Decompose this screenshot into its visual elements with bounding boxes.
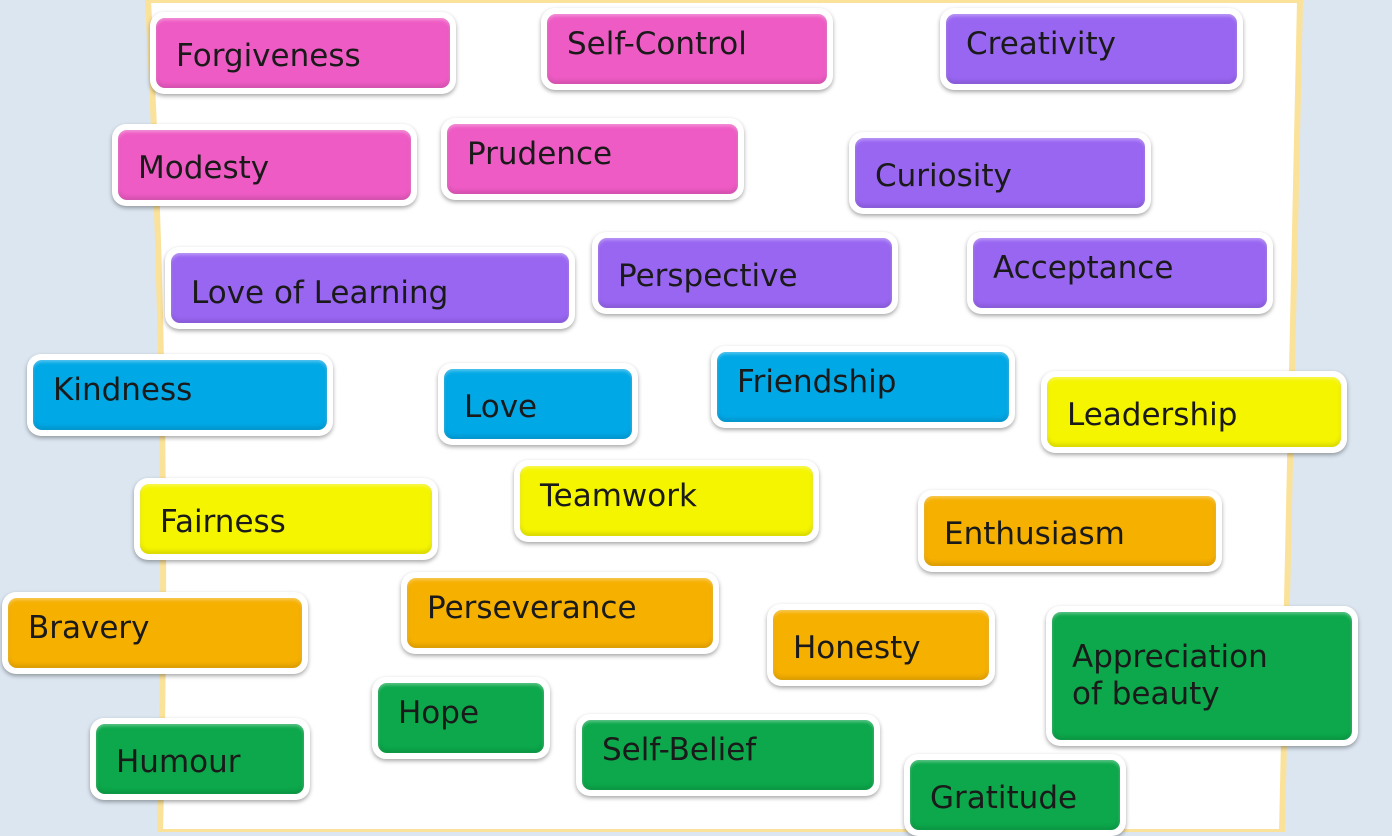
strength-tag[interactable]	[438, 363, 638, 445]
strength-tag-fill	[855, 138, 1145, 208]
strength-tag[interactable]	[918, 490, 1222, 572]
strength-tag[interactable]	[514, 460, 819, 542]
strength-label: Self-Belief	[602, 732, 757, 769]
strength-tag-fill	[598, 238, 892, 308]
strength-tag[interactable]	[2, 592, 308, 674]
strength-tag[interactable]	[904, 754, 1126, 836]
strength-tag[interactable]	[711, 346, 1015, 428]
strength-tag[interactable]	[90, 718, 310, 800]
strength-tag-fill	[520, 466, 813, 536]
strength-tag[interactable]	[150, 12, 456, 94]
strength-tag-fill	[582, 720, 874, 790]
strength-label: Bravery	[28, 610, 150, 647]
strength-tag[interactable]	[767, 604, 995, 686]
strength-label: Appreciation of beauty	[1072, 638, 1268, 712]
strength-label: Curiosity	[875, 158, 1012, 195]
strength-tag[interactable]	[1041, 371, 1347, 453]
strength-label: Forgiveness	[176, 38, 361, 75]
strength-tag[interactable]	[576, 714, 880, 796]
strength-tag-fill	[407, 578, 713, 648]
strength-tag-fill	[444, 369, 632, 439]
strength-tag-fill	[140, 484, 432, 554]
strength-tag-fill	[717, 352, 1009, 422]
strength-tag[interactable]	[967, 232, 1273, 314]
strength-label: Love of Learning	[191, 275, 449, 312]
strength-label: Gratitude	[930, 780, 1078, 817]
strength-tag-fill	[547, 14, 827, 84]
strength-label: Acceptance	[993, 250, 1174, 287]
strength-label: Leadership	[1067, 397, 1238, 434]
strength-label: Creativity	[966, 26, 1117, 63]
strength-tag[interactable]	[165, 247, 575, 329]
strength-tag[interactable]	[134, 478, 438, 560]
strength-tag[interactable]	[849, 132, 1151, 214]
strength-tag-fill	[378, 683, 544, 753]
strength-tag-fill	[946, 14, 1237, 84]
strength-tag[interactable]	[1046, 606, 1358, 746]
strength-label: Enthusiasm	[944, 516, 1125, 553]
strength-tag-fill	[156, 18, 450, 88]
strength-tag[interactable]	[401, 572, 719, 654]
strength-label: Modesty	[138, 150, 270, 187]
strength-tag-fill	[118, 130, 411, 200]
strength-label: Humour	[116, 744, 241, 781]
strength-tag-fill	[773, 610, 989, 680]
strength-tag-fill	[1047, 377, 1341, 447]
strength-label: Kindness	[53, 372, 193, 409]
strength-label: Perspective	[618, 258, 798, 295]
strength-tag-fill	[33, 360, 327, 430]
strength-label: Self-Control	[567, 26, 747, 63]
strength-label: Fairness	[160, 504, 286, 541]
strength-tag-fill	[924, 496, 1216, 566]
strength-tag-fill	[910, 760, 1120, 830]
strength-tag-fill	[447, 124, 738, 194]
strength-label: Honesty	[793, 630, 921, 667]
strength-tag[interactable]	[541, 8, 833, 90]
strength-label: Teamwork	[540, 478, 697, 515]
strength-tag[interactable]	[372, 677, 550, 759]
strength-tag-fill	[96, 724, 304, 794]
strength-tag-fill	[1052, 612, 1352, 740]
strength-tag-fill	[8, 598, 302, 668]
strength-tag[interactable]	[441, 118, 744, 200]
strength-label: Friendship	[737, 364, 897, 401]
strength-label: Perseverance	[427, 590, 637, 627]
strength-tag[interactable]	[592, 232, 898, 314]
strength-tag[interactable]	[112, 124, 417, 206]
strength-label: Prudence	[467, 136, 613, 173]
strength-tag-fill	[973, 238, 1267, 308]
strength-tag[interactable]	[27, 354, 333, 436]
strength-tag[interactable]	[940, 8, 1243, 90]
strength-label: Hope	[398, 695, 480, 732]
strength-tag-fill	[171, 253, 569, 323]
strength-label: Love	[464, 389, 538, 426]
